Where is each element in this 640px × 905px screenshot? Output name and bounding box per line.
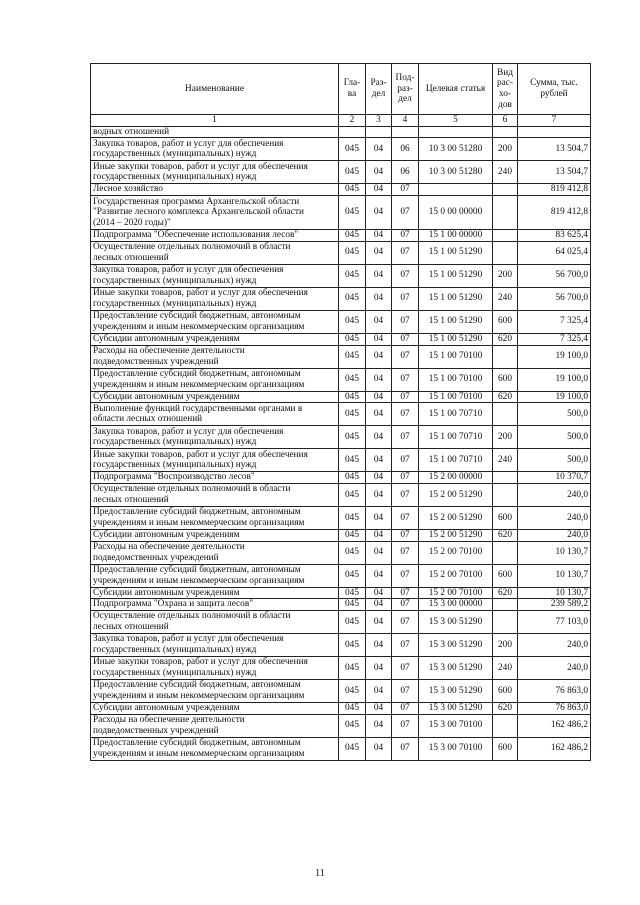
- row-glava: 045: [339, 230, 366, 242]
- row-target-article: 15 1 00 51290: [419, 241, 493, 264]
- row-name: Закупка товаров, работ и услуг для обеспечения государственных (муниципальных) нужд: [91, 138, 339, 161]
- row-expense-type: [493, 472, 518, 484]
- row-target-article: 15 3 00 51290: [419, 611, 493, 634]
- row-sum: 500,0: [518, 449, 591, 472]
- row-glava: 045: [339, 264, 366, 287]
- row-name: Иные закупки товаров, работ и услуг для обеспечения государственных (муниципальных) нужд: [91, 161, 339, 184]
- row-target-article: 10 3 00 51280: [419, 161, 493, 184]
- row-glava: 045: [339, 587, 366, 599]
- row-expense-type: [493, 483, 518, 506]
- row-target-article: 15 3 00 51290: [419, 657, 493, 680]
- row-podrazdel: 07: [392, 680, 419, 703]
- row-razdel: 04: [366, 611, 392, 634]
- table-row: [91, 287, 591, 310]
- row-expense-type: [493, 403, 518, 426]
- row-name: Подпрограмма "Воспроизводство лесов": [91, 472, 339, 484]
- row-podrazdel: 07: [392, 587, 419, 599]
- row-target-article: 15 3 00 70100: [419, 714, 493, 737]
- row-sum: 10 130,7: [518, 587, 591, 599]
- row-sum: 13 504,7: [518, 161, 591, 184]
- row-expense-type: 600: [493, 737, 518, 760]
- row-razdel: 04: [366, 368, 392, 391]
- row-target-article: 15 2 00 51290: [419, 506, 493, 529]
- column-number: 5: [419, 115, 493, 127]
- row-name: Выполнение функций государственными органами в области лесных отношений: [91, 403, 339, 426]
- row-razdel: 04: [366, 403, 392, 426]
- row-podrazdel: 07: [392, 634, 419, 657]
- row-target-article: 15 2 00 70100: [419, 564, 493, 587]
- row-podrazdel: 07: [392, 333, 419, 345]
- table-row: [91, 264, 591, 287]
- row-glava: 045: [339, 345, 366, 368]
- row-target-article: 15 2 00 00000: [419, 472, 493, 484]
- row-target-article: 15 1 00 51290: [419, 264, 493, 287]
- row-target-article: 15 1 00 70710: [419, 426, 493, 449]
- row-razdel: 04: [366, 196, 392, 230]
- row-expense-type: 200: [493, 634, 518, 657]
- row-glava: 045: [339, 449, 366, 472]
- table-row: [91, 564, 591, 587]
- row-target-article: [419, 126, 493, 138]
- table-row: [91, 472, 591, 484]
- header-statya: Целевая статья: [419, 64, 493, 115]
- row-podrazdel: 06: [392, 138, 419, 161]
- row-expense-type: 200: [493, 264, 518, 287]
- row-razdel: 04: [366, 138, 392, 161]
- row-glava: 045: [339, 333, 366, 345]
- row-podrazdel: 07: [392, 287, 419, 310]
- row-sum: 83 625,4: [518, 230, 591, 242]
- row-target-article: 15 1 00 70710: [419, 403, 493, 426]
- row-expense-type: [493, 714, 518, 737]
- row-sum: 819 412,8: [518, 184, 591, 196]
- row-glava: 045: [339, 657, 366, 680]
- row-razdel: 04: [366, 310, 392, 333]
- row-expense-type: 620: [493, 391, 518, 403]
- row-expense-type: 600: [493, 310, 518, 333]
- row-name: Осуществление отдельных полномочий в области лесных отношений: [91, 611, 339, 634]
- row-podrazdel: 07: [392, 403, 419, 426]
- row-sum: 76 863,0: [518, 680, 591, 703]
- row-name: Предоставление субсидий бюджетным, автономным учреждениям и иным некоммерческим организациям: [91, 564, 339, 587]
- header-name: Наименование: [91, 64, 339, 115]
- row-name: Лесное хозяйство: [91, 184, 339, 196]
- row-podrazdel: 07: [392, 368, 419, 391]
- column-number: 7: [518, 115, 591, 127]
- row-razdel: 04: [366, 714, 392, 737]
- row-sum: 500,0: [518, 426, 591, 449]
- row-expense-type: 240: [493, 161, 518, 184]
- row-target-article: 15 1 00 70100: [419, 391, 493, 403]
- row-sum: 7 325,4: [518, 310, 591, 333]
- row-expense-type: 620: [493, 703, 518, 715]
- row-podrazdel: 07: [392, 541, 419, 564]
- row-razdel: 04: [366, 264, 392, 287]
- row-sum: 13 504,7: [518, 138, 591, 161]
- row-razdel: 04: [366, 426, 392, 449]
- row-name: Подпрограмма "Обеспечение использования лесов": [91, 230, 339, 242]
- row-glava: 045: [339, 703, 366, 715]
- table-row: [91, 161, 591, 184]
- row-expense-type: [493, 230, 518, 242]
- row-podrazdel: 07: [392, 184, 419, 196]
- row-podrazdel: 07: [392, 426, 419, 449]
- row-sum: 500,0: [518, 403, 591, 426]
- table-row: [91, 230, 591, 242]
- row-glava: 045: [339, 472, 366, 484]
- column-number: 6: [493, 115, 518, 127]
- table-row: [91, 587, 591, 599]
- row-razdel: 04: [366, 391, 392, 403]
- row-name: Расходы на обеспечение деятельности подведомственных учреждений: [91, 714, 339, 737]
- row-podrazdel: 07: [392, 449, 419, 472]
- row-target-article: 15 1 00 70710: [419, 449, 493, 472]
- row-name: Иные закупки товаров, работ и услуг для обеспечения государственных (муниципальных) нужд: [91, 657, 339, 680]
- row-glava: 045: [339, 529, 366, 541]
- row-expense-type: [493, 126, 518, 138]
- table-row: [91, 126, 591, 138]
- row-glava: 045: [339, 506, 366, 529]
- row-glava: 045: [339, 714, 366, 737]
- row-podrazdel: 07: [392, 310, 419, 333]
- row-glava: 045: [339, 611, 366, 634]
- row-target-article: 15 1 00 70100: [419, 345, 493, 368]
- row-name: Субсидии автономным учреждениям: [91, 333, 339, 345]
- row-sum: 240,0: [518, 483, 591, 506]
- row-target-article: 15 1 00 70100: [419, 368, 493, 391]
- row-razdel: 04: [366, 680, 392, 703]
- row-target-article: 15 2 00 51290: [419, 529, 493, 541]
- row-sum: 239 589,2: [518, 599, 591, 611]
- row-name: Субсидии автономным учреждениям: [91, 587, 339, 599]
- row-podrazdel: [392, 126, 419, 138]
- row-target-article: 15 1 00 00000: [419, 230, 493, 242]
- row-expense-type: 200: [493, 426, 518, 449]
- row-glava: 045: [339, 368, 366, 391]
- row-podrazdel: 07: [392, 599, 419, 611]
- row-expense-type: [493, 541, 518, 564]
- row-name: Расходы на обеспечение деятельности подведомственных учреждений: [91, 345, 339, 368]
- table-row: [91, 657, 591, 680]
- row-expense-type: [493, 241, 518, 264]
- page-number: 11: [315, 868, 325, 879]
- row-sum: 162 486,2: [518, 714, 591, 737]
- row-podrazdel: 07: [392, 737, 419, 760]
- row-expense-type: 240: [493, 449, 518, 472]
- row-name: Субсидии автономным учреждениям: [91, 529, 339, 541]
- row-glava: 045: [339, 541, 366, 564]
- row-sum: 64 025,4: [518, 241, 591, 264]
- row-podrazdel: 07: [392, 472, 419, 484]
- row-expense-type: 240: [493, 287, 518, 310]
- table-row: [91, 737, 591, 760]
- row-sum: 240,0: [518, 634, 591, 657]
- table-row: [91, 714, 591, 737]
- row-podrazdel: 07: [392, 391, 419, 403]
- row-glava: 045: [339, 680, 366, 703]
- row-podrazdel: 07: [392, 483, 419, 506]
- row-razdel: 04: [366, 241, 392, 264]
- row-razdel: 04: [366, 230, 392, 242]
- row-target-article: 15 0 00 00000: [419, 196, 493, 230]
- row-glava: 045: [339, 391, 366, 403]
- row-glava: 045: [339, 564, 366, 587]
- row-glava: 045: [339, 737, 366, 760]
- row-expense-type: 240: [493, 657, 518, 680]
- header-glava: Гла-ва: [339, 64, 366, 115]
- table-row: [91, 138, 591, 161]
- row-razdel: 04: [366, 587, 392, 599]
- table-row: [91, 196, 591, 230]
- header-podrazdel: Под-раз-дел: [392, 64, 419, 115]
- row-razdel: 04: [366, 703, 392, 715]
- row-razdel: 04: [366, 634, 392, 657]
- row-target-article: 15 2 00 70100: [419, 541, 493, 564]
- table-row: [91, 483, 591, 506]
- row-glava: 045: [339, 403, 366, 426]
- row-expense-type: 620: [493, 587, 518, 599]
- column-number: 2: [339, 115, 366, 127]
- row-glava: 045: [339, 287, 366, 310]
- row-name: Государственная программа Архангельской области "Развитие лесного комплекса Архангельской области (2014 – 2020 годы)": [91, 196, 339, 230]
- row-expense-type: 620: [493, 333, 518, 345]
- row-sum: 19 100,0: [518, 345, 591, 368]
- row-expense-type: [493, 184, 518, 196]
- row-name: Иные закупки товаров, работ и услуг для обеспечения государственных (муниципальных) нужд: [91, 449, 339, 472]
- table-row: [91, 368, 591, 391]
- table-row: [91, 634, 591, 657]
- row-sum: [518, 126, 591, 138]
- row-name: Субсидии автономным учреждениям: [91, 703, 339, 715]
- row-razdel: 04: [366, 161, 392, 184]
- table-row: [91, 611, 591, 634]
- column-number: 4: [392, 115, 419, 127]
- row-podrazdel: 07: [392, 264, 419, 287]
- row-razdel: 04: [366, 737, 392, 760]
- column-number: 3: [366, 115, 392, 127]
- row-razdel: 04: [366, 449, 392, 472]
- row-podrazdel: 07: [392, 506, 419, 529]
- row-name: Осуществление отдельных полномочий в области лесных отношений: [91, 241, 339, 264]
- table-body: [91, 126, 591, 760]
- row-sum: 19 100,0: [518, 368, 591, 391]
- row-target-article: 15 2 00 70100: [419, 587, 493, 599]
- row-razdel: 04: [366, 333, 392, 345]
- row-sum: 819 412,8: [518, 196, 591, 230]
- row-razdel: 04: [366, 541, 392, 564]
- row-glava: 045: [339, 241, 366, 264]
- row-razdel: 04: [366, 529, 392, 541]
- row-name: Закупка товаров, работ и услуг для обеспечения государственных (муниципальных) нужд: [91, 264, 339, 287]
- row-sum: 56 700,0: [518, 264, 591, 287]
- row-sum: 77 103,0: [518, 611, 591, 634]
- table-row: [91, 403, 591, 426]
- row-name: Предоставление субсидий бюджетным, автономным учреждениям и иным некоммерческим организациям: [91, 737, 339, 760]
- row-sum: 240,0: [518, 657, 591, 680]
- row-expense-type: 600: [493, 368, 518, 391]
- table-header-row: [91, 64, 591, 115]
- row-name: Осуществление отдельных полномочий в области лесных отношений: [91, 483, 339, 506]
- row-target-article: 15 3 00 51290: [419, 703, 493, 715]
- row-expense-type: 200: [493, 138, 518, 161]
- row-expense-type: [493, 599, 518, 611]
- row-razdel: 04: [366, 472, 392, 484]
- row-razdel: 04: [366, 564, 392, 587]
- table-row: [91, 345, 591, 368]
- row-razdel: [366, 126, 392, 138]
- row-sum: 19 100,0: [518, 391, 591, 403]
- row-glava: 045: [339, 161, 366, 184]
- row-podrazdel: 07: [392, 703, 419, 715]
- table-row: [91, 703, 591, 715]
- row-expense-type: 600: [493, 506, 518, 529]
- row-name: Закупка товаров, работ и услуг для обеспечения государственных (муниципальных) нужд: [91, 634, 339, 657]
- row-target-article: 15 3 00 70100: [419, 737, 493, 760]
- row-podrazdel: 07: [392, 564, 419, 587]
- row-sum: 10 370,7: [518, 472, 591, 484]
- row-sum: 162 486,2: [518, 737, 591, 760]
- row-podrazdel: 07: [392, 714, 419, 737]
- table-row: [91, 506, 591, 529]
- row-glava: 045: [339, 310, 366, 333]
- row-target-article: 15 1 00 51290: [419, 287, 493, 310]
- row-sum: 76 863,0: [518, 703, 591, 715]
- row-glava: 045: [339, 426, 366, 449]
- header-razdel: Раз-дел: [366, 64, 392, 115]
- header-vid: Вид рас-хо-дов: [493, 64, 518, 115]
- table-row: [91, 241, 591, 264]
- header-summa: Сумма, тыс. рублей: [518, 64, 591, 115]
- row-name: Закупка товаров, работ и услуг для обеспечения государственных (муниципальных) нужд: [91, 426, 339, 449]
- row-razdel: 04: [366, 184, 392, 196]
- row-name: Предоставление субсидий бюджетным, автономным учреждениям и иным некоммерческим организациям: [91, 506, 339, 529]
- row-sum: 56 700,0: [518, 287, 591, 310]
- row-sum: 10 130,7: [518, 564, 591, 587]
- row-sum: 7 325,4: [518, 333, 591, 345]
- column-number: 1: [91, 115, 339, 127]
- row-razdel: 04: [366, 345, 392, 368]
- row-podrazdel: 07: [392, 196, 419, 230]
- row-target-article: 15 1 00 51290: [419, 310, 493, 333]
- row-expense-type: [493, 345, 518, 368]
- row-expense-type: [493, 196, 518, 230]
- row-sum: 10 130,7: [518, 541, 591, 564]
- row-glava: 045: [339, 634, 366, 657]
- row-glava: 045: [339, 138, 366, 161]
- row-target-article: 15 3 00 00000: [419, 599, 493, 611]
- row-glava: 045: [339, 196, 366, 230]
- budget-table: [90, 63, 591, 761]
- table-row: [91, 449, 591, 472]
- row-expense-type: 600: [493, 564, 518, 587]
- row-name: Иные закупки товаров, работ и услуг для обеспечения государственных (муниципальных) нужд: [91, 287, 339, 310]
- row-razdel: 04: [366, 506, 392, 529]
- table-row: [91, 333, 591, 345]
- row-expense-type: [493, 611, 518, 634]
- table-row: [91, 680, 591, 703]
- table-row: [91, 426, 591, 449]
- row-razdel: 04: [366, 657, 392, 680]
- row-glava: [339, 126, 366, 138]
- row-name: Предоставление субсидий бюджетным, автономным учреждениям и иным некоммерческим организациям: [91, 368, 339, 391]
- row-name: Расходы на обеспечение деятельности подведомственных учреждений: [91, 541, 339, 564]
- table-row: [91, 599, 591, 611]
- row-razdel: 04: [366, 599, 392, 611]
- row-podrazdel: 07: [392, 529, 419, 541]
- row-name: водных отношений: [91, 126, 339, 138]
- row-podrazdel: 06: [392, 161, 419, 184]
- row-expense-type: 600: [493, 680, 518, 703]
- table-row: [91, 184, 591, 196]
- row-sum: 240,0: [518, 506, 591, 529]
- row-target-article: 15 3 00 51290: [419, 680, 493, 703]
- row-podrazdel: 07: [392, 657, 419, 680]
- row-podrazdel: 07: [392, 345, 419, 368]
- row-glava: 045: [339, 599, 366, 611]
- row-target-article: 15 3 00 51290: [419, 634, 493, 657]
- row-name: Подпрограмма "Охрана и защита лесов": [91, 599, 339, 611]
- row-sum: 240,0: [518, 529, 591, 541]
- row-target-article: 10 3 00 51280: [419, 138, 493, 161]
- row-name: Предоставление субсидий бюджетным, автономным учреждениям и иным некоммерческим организациям: [91, 310, 339, 333]
- row-target-article: 15 1 00 51290: [419, 333, 493, 345]
- row-razdel: 04: [366, 287, 392, 310]
- table-row: [91, 310, 591, 333]
- row-podrazdel: 07: [392, 611, 419, 634]
- row-target-article: [419, 184, 493, 196]
- row-expense-type: 620: [493, 529, 518, 541]
- row-razdel: 04: [366, 483, 392, 506]
- row-target-article: 15 2 00 51290: [419, 483, 493, 506]
- table-row: [91, 529, 591, 541]
- table-row: [91, 541, 591, 564]
- table-row: [91, 391, 591, 403]
- row-glava: 045: [339, 483, 366, 506]
- row-name: Субсидии автономным учреждениям: [91, 391, 339, 403]
- column-number-row: [91, 115, 591, 127]
- row-podrazdel: 07: [392, 230, 419, 242]
- row-name: Предоставление субсидий бюджетным, автономным учреждениям и иным некоммерческим организациям: [91, 680, 339, 703]
- row-glava: 045: [339, 184, 366, 196]
- row-podrazdel: 07: [392, 241, 419, 264]
